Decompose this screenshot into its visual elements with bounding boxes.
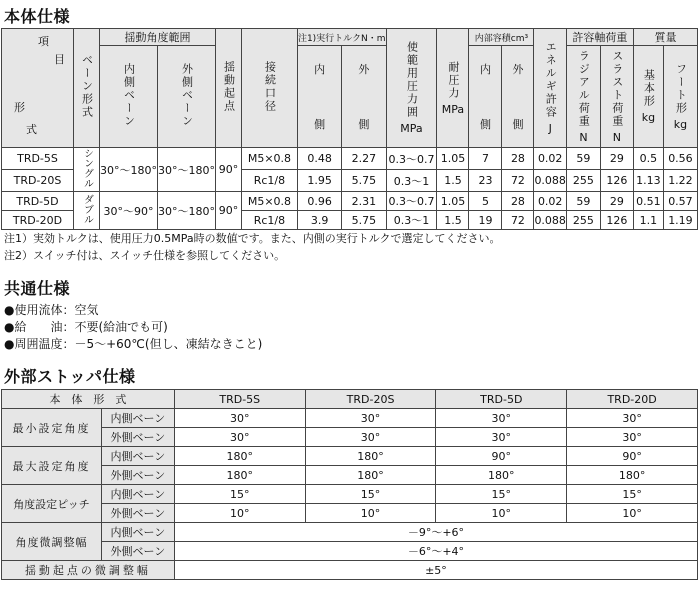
energy-cell: 0.02 xyxy=(534,192,567,211)
spec-table xyxy=(1,28,698,230)
vol-inner-cell: 7 xyxy=(469,148,502,170)
port-cell: M5×0.8 xyxy=(241,148,297,170)
start-adjust-label: 揺動起点の微調整幅 xyxy=(2,561,175,580)
model-cell: TRD-5S xyxy=(2,148,74,170)
vol-outer-cell: 72 xyxy=(502,211,534,230)
value-cell: 180° xyxy=(174,466,305,485)
header-item-model: 項 目 形 式 xyxy=(2,29,74,148)
header-thrust: スラスト荷重 N xyxy=(600,46,633,148)
max-angle-label: 最大設定角度 xyxy=(2,447,102,485)
radial-cell: 59 xyxy=(566,148,600,170)
value-cell: 30° xyxy=(174,409,305,428)
value-cell: 15° xyxy=(174,485,305,504)
header-port: 接続口径 xyxy=(241,29,297,148)
port-cell: M5×0.8 xyxy=(241,192,297,211)
model-cell: TRD-20D xyxy=(2,211,74,230)
model-cell: TRD-20S xyxy=(2,170,74,192)
header-swing-range: 揺動角度範囲 xyxy=(99,29,215,46)
stopper-header-label: 本 体 形 式 xyxy=(2,390,175,409)
note-2: 注2）スイッチ付は、スイッチ仕様を参照してください。 xyxy=(4,249,286,262)
radial-cell: 59 xyxy=(566,192,600,211)
mass-basic-cell: 0.51 xyxy=(633,192,663,211)
pressure-cell: 0.3～0.7 xyxy=(386,148,437,170)
stopper-model: TRD-5S xyxy=(174,390,305,409)
swing-inner-single: 30°～180° xyxy=(99,148,157,192)
value-cell: 15° xyxy=(436,485,567,504)
header-volume: 内部容積cm³ xyxy=(469,29,534,46)
thrust-cell: 126 xyxy=(600,211,633,230)
swing-inner-double: 30°～90° xyxy=(99,192,157,230)
header-mass-foot: フート形 kg xyxy=(663,46,697,148)
torque-inner-cell: 0.96 xyxy=(297,192,341,211)
thrust-cell: 29 xyxy=(600,148,633,170)
energy-cell: 0.088 xyxy=(534,211,567,230)
common-temp: ●周囲温度：－5～+60℃(但し、凍結なきこと) xyxy=(4,337,263,351)
value-cell: 180° xyxy=(174,447,305,466)
proof-cell: 1.5 xyxy=(437,211,469,230)
thrust-cell: 126 xyxy=(600,170,633,192)
port-cell: Rc1/8 xyxy=(241,211,297,230)
pressure-cell: 0.3～1 xyxy=(386,170,437,192)
common-title: 共通仕様 xyxy=(4,279,71,298)
value-cell: 180° xyxy=(305,466,436,485)
header-inner-vane: 内側ベーン xyxy=(99,46,157,148)
mass-foot-cell: 0.56 xyxy=(663,148,697,170)
fine-label: 角度微調整幅 xyxy=(2,523,102,561)
value-cell: 30° xyxy=(567,409,698,428)
note-1: 注1）実効トルクは、使用圧力0.5MPa時の数値です。また、内側の実行トルクで選定してください。 xyxy=(4,232,501,245)
mass-foot-cell: 0.57 xyxy=(663,192,697,211)
value-cell: 10° xyxy=(174,504,305,523)
value-cell: 180° xyxy=(567,466,698,485)
outer-label: 外側ベーン xyxy=(101,542,174,561)
stopper-model: TRD-5D xyxy=(436,390,567,409)
radial-cell: 255 xyxy=(566,211,600,230)
header-swing-start: 揺動起点 xyxy=(215,29,241,148)
value-cell: 15° xyxy=(305,485,436,504)
inner-label: 内側ベーン xyxy=(101,485,174,504)
vol-inner-cell: 5 xyxy=(469,192,502,211)
vane-double: ダブル xyxy=(73,192,99,230)
header-energy: エネルギ許容 J xyxy=(534,29,567,148)
outer-label: 外側ベーン xyxy=(101,428,174,447)
stopper-title: 外部ストッパ仕様 xyxy=(4,367,136,386)
header-vol-outer: 外 側 xyxy=(502,46,534,148)
min-angle-label: 最小設定角度 xyxy=(2,409,102,447)
header-vol-inner: 内 側 xyxy=(469,46,502,148)
header-mass-basic: 基本形 kg xyxy=(633,46,663,148)
stopper-table xyxy=(1,389,698,580)
mass-basic-cell: 1.1 xyxy=(633,211,663,230)
common-fluid: ●使用流体：空気 xyxy=(4,303,99,317)
value-cell: 90° xyxy=(436,447,567,466)
value-cell: 10° xyxy=(436,504,567,523)
mass-foot-cell: 1.19 xyxy=(663,211,697,230)
torque-outer-cell: 5.75 xyxy=(342,211,386,230)
stopper-model: TRD-20D xyxy=(567,390,698,409)
swing-outer-double: 30°～180° xyxy=(157,192,215,230)
header-torque-outer: 外 側 xyxy=(342,46,386,148)
torque-outer-cell: 5.75 xyxy=(342,170,386,192)
vane-single: シングル xyxy=(73,148,99,192)
swing-start-single: 90° xyxy=(215,148,241,192)
outer-label: 外側ベーン xyxy=(101,466,174,485)
inner-label: 内側ベーン xyxy=(101,447,174,466)
pitch-label: 角度設定ピッチ xyxy=(2,485,102,523)
energy-cell: 0.02 xyxy=(534,148,567,170)
value-cell: 90° xyxy=(567,447,698,466)
value-cell: 10° xyxy=(305,504,436,523)
torque-inner-cell: 3.9 xyxy=(297,211,341,230)
header-pressure: 使範用圧力囲 MPa xyxy=(386,29,437,148)
value-cell: 30° xyxy=(305,428,436,447)
mass-basic-cell: 1.13 xyxy=(633,170,663,192)
torque-outer-cell: 2.27 xyxy=(342,148,386,170)
proof-cell: 1.5 xyxy=(437,170,469,192)
energy-cell: 0.088 xyxy=(534,170,567,192)
mass-foot-cell: 1.22 xyxy=(663,170,697,192)
model-cell: TRD-5D xyxy=(2,192,74,211)
value-cell: 30° xyxy=(567,428,698,447)
vol-inner-cell: 19 xyxy=(469,211,502,230)
swing-start-double: 90° xyxy=(215,192,241,230)
table-row xyxy=(2,148,698,170)
value-cell: －9°～+6° xyxy=(174,523,697,542)
value-cell: 10° xyxy=(567,504,698,523)
outer-label: 外側ベーン xyxy=(101,504,174,523)
proof-cell: 1.05 xyxy=(437,192,469,211)
value-cell: 15° xyxy=(567,485,698,504)
port-cell: Rc1/8 xyxy=(241,170,297,192)
thrust-cell: 29 xyxy=(600,192,633,211)
mass-basic-cell: 0.5 xyxy=(633,148,663,170)
swing-outer-single: 30°～180° xyxy=(157,148,215,192)
radial-cell: 255 xyxy=(566,170,600,192)
header-allow-load: 許容軸荷重 xyxy=(566,29,633,46)
header-torque: 注1)実行トルクN・m xyxy=(297,29,386,46)
stopper-model: TRD-20S xyxy=(305,390,436,409)
header-proof: 耐圧力 MPa xyxy=(437,29,469,148)
value-cell: 30° xyxy=(436,428,567,447)
value-cell: ±5° xyxy=(174,561,697,580)
vol-outer-cell: 72 xyxy=(502,170,534,192)
value-cell: 180° xyxy=(436,466,567,485)
vol-inner-cell: 23 xyxy=(469,170,502,192)
vol-outer-cell: 28 xyxy=(502,192,534,211)
torque-inner-cell: 1.95 xyxy=(297,170,341,192)
vol-outer-cell: 28 xyxy=(502,148,534,170)
value-cell: －6°～+4° xyxy=(174,542,697,561)
value-cell: 30° xyxy=(174,428,305,447)
header-radial: ラジアル荷重 N xyxy=(566,46,600,148)
table-row xyxy=(2,192,698,211)
pressure-cell: 0.3～0.7 xyxy=(386,192,437,211)
pressure-cell: 0.3～1 xyxy=(386,211,437,230)
inner-label: 内側ベーン xyxy=(101,523,174,542)
value-cell: 180° xyxy=(305,447,436,466)
value-cell: 30° xyxy=(305,409,436,428)
value-cell: 30° xyxy=(436,409,567,428)
common-lube: ●給 油：不要(給油でも可) xyxy=(4,320,168,334)
torque-inner-cell: 0.48 xyxy=(297,148,341,170)
torque-outer-cell: 2.31 xyxy=(342,192,386,211)
header-mass: 質量 xyxy=(633,29,697,46)
header-torque-inner: 内 側 xyxy=(297,46,341,148)
spec-title: 本体仕様 xyxy=(4,7,71,26)
header-outer-vane: 外側ベーン xyxy=(157,46,215,148)
header-vane-type: ベーン形式 xyxy=(73,29,99,148)
inner-label: 内側ベーン xyxy=(101,409,174,428)
proof-cell: 1.05 xyxy=(437,148,469,170)
